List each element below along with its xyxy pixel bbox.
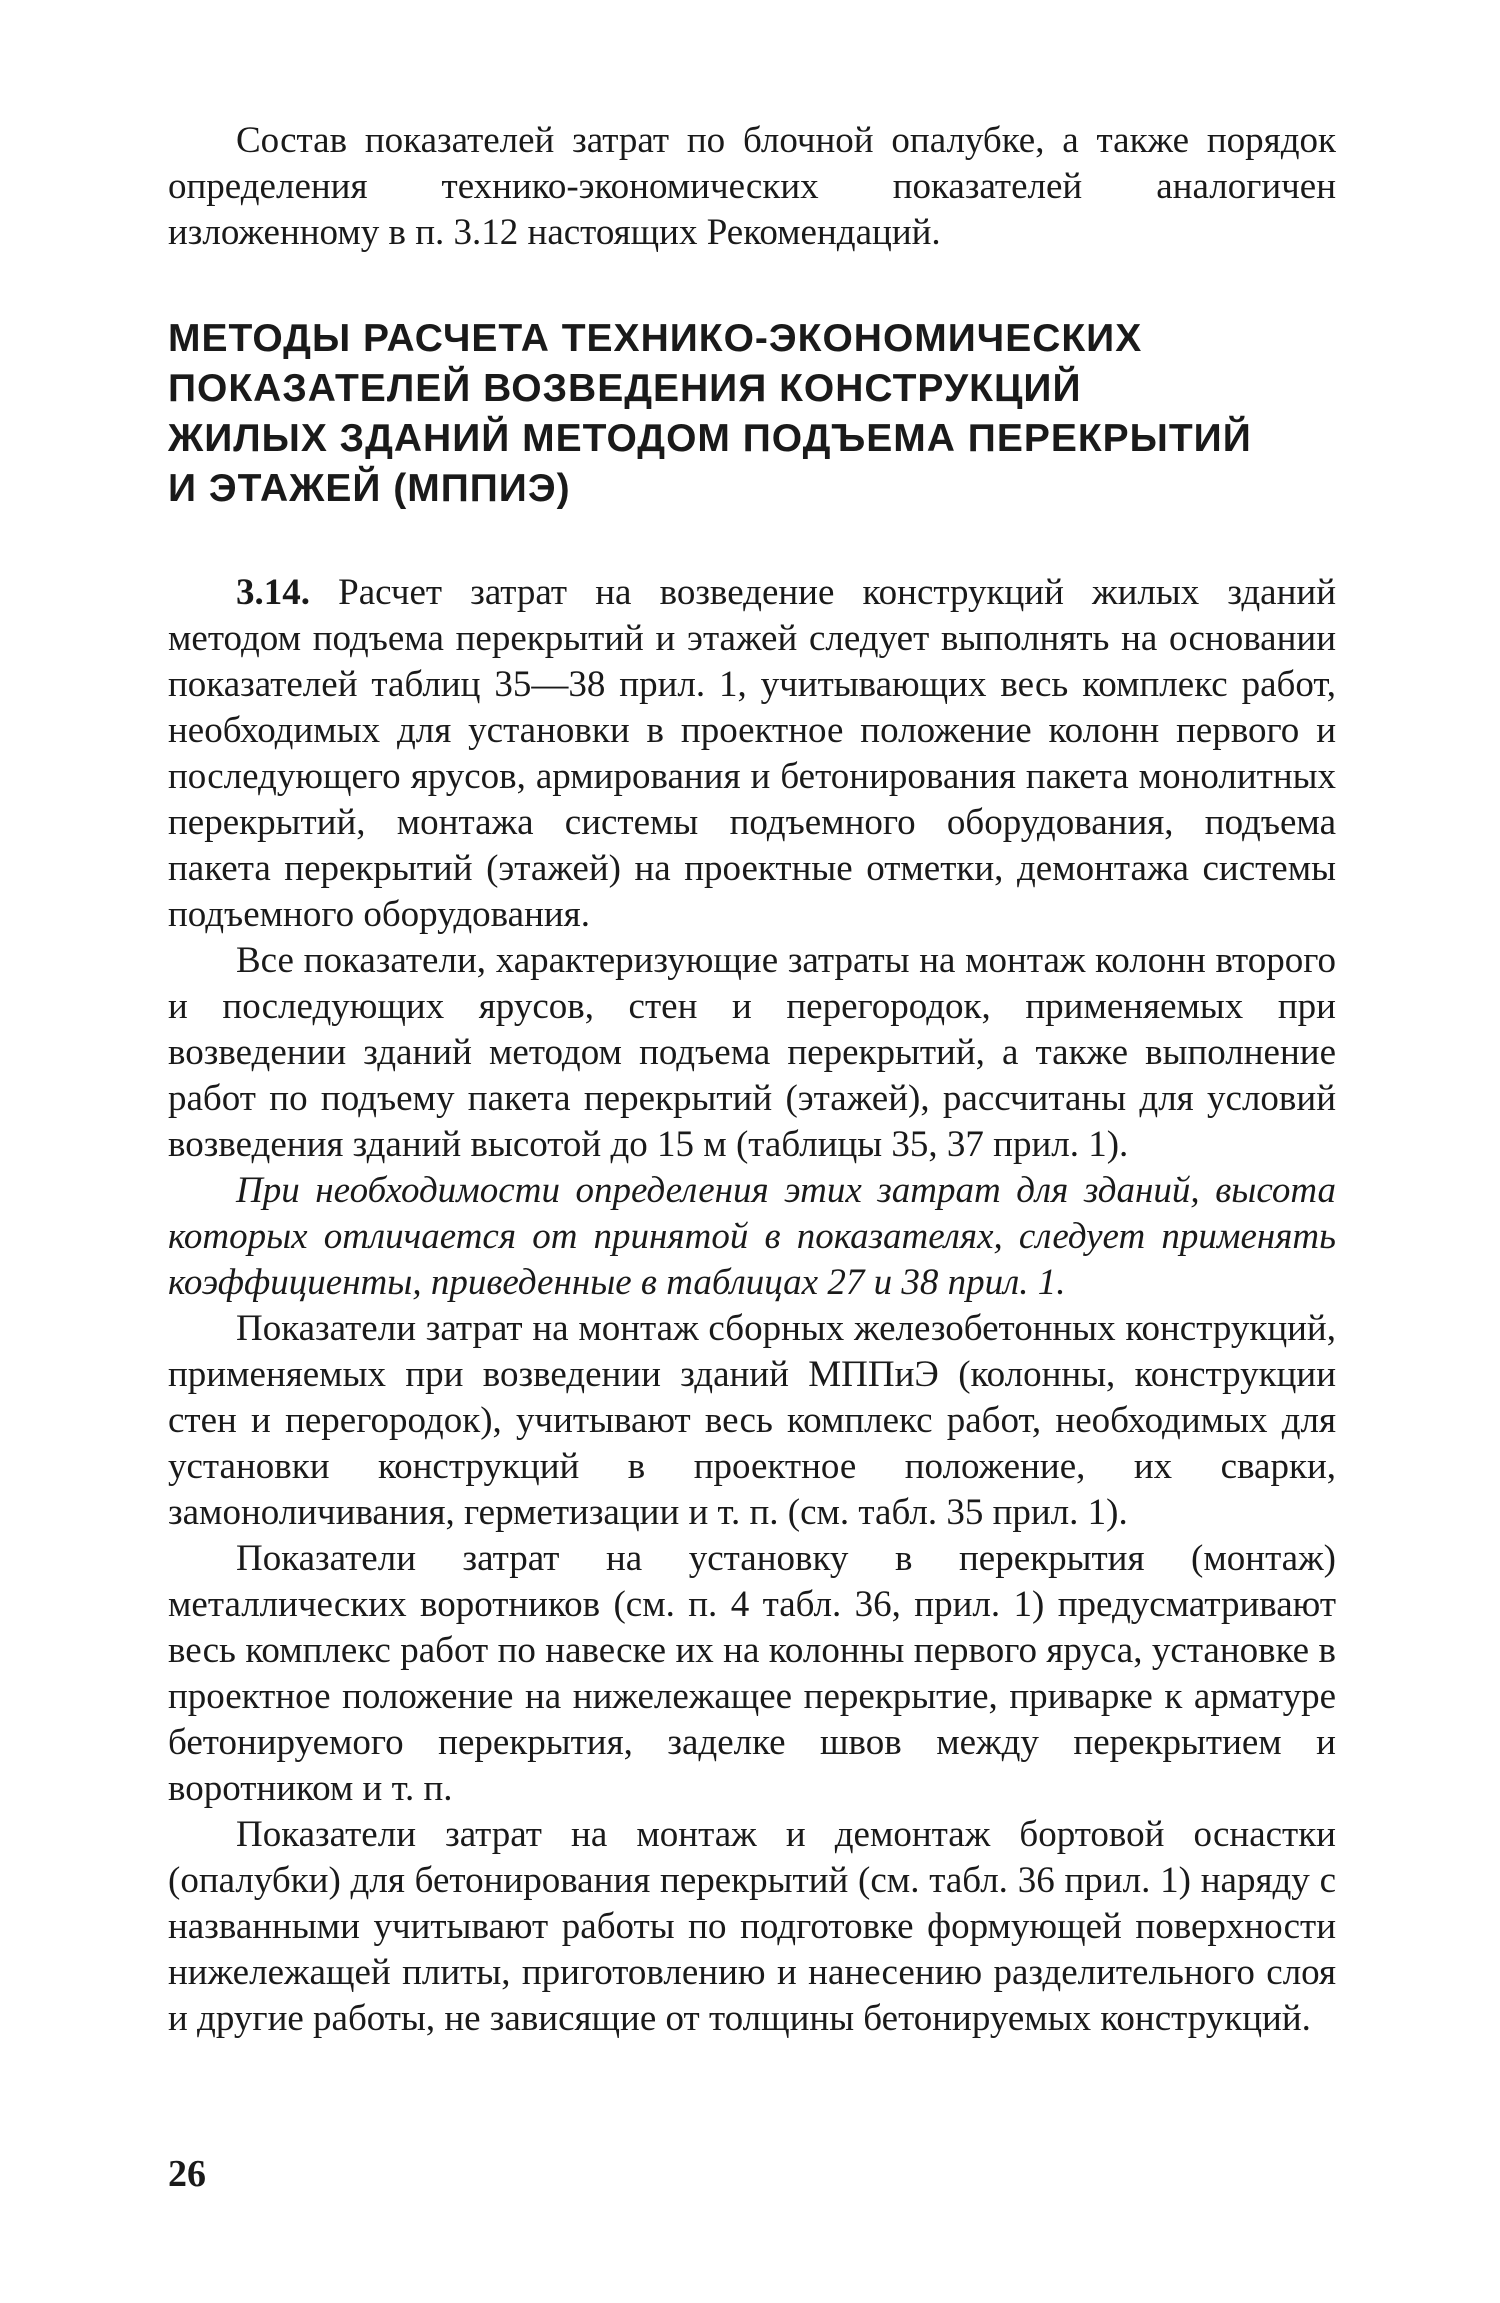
section-number: 3.14. [236,572,310,613]
body-paragraph: Показатели затрат на установку в перекрытия (монтаж) металлических воротников (см. п. 4 табл. 36, прил. 1) предусматривают весь комплекс работ по навеске их на колонны первого яруса, установке в проектное положение на нижележащее перекрытие, приварке к арматуре бетонируемого перекрытия, заделке швов между перекрытием и воротником и т. п. [168,1538,1336,1809]
body-paragraph: При необходимости определения этих затрат для зданий, высота которых отличается от принятой в показателях, следует применять коэффициенты, приведенные в таблицах 27 и 38 прил. 1. [168,1170,1336,1303]
section-heading [168,314,1336,514]
section-paragraph [168,570,1336,938]
body-paragraph: Показатели затрат на монтаж сборных железобетонных конструкций, применяемых при возведении зданий МППиЭ (колонны, конструкции стен и перегородок), учитывают весь комплекс работ, необходимых для установки конструкций в проектное положение, их сварки, замоноличивания, герметизации и т. п. (см. табл. 35 прил. 1). [168,1308,1336,1533]
body-paragraph: Показатели затрат на монтаж и демонтаж бортовой оснастки (опалубки) для бетонирования перекрытий (см. табл. 36 прил. 1) наряду с названными учитывают работы по подготовке формующей поверхности нижележащей плиты, приготовлению и нанесению разделительного слоя и другие работы, не зависящие от толщины бетонируемых конструкций. [168,1814,1336,2039]
heading-line: И ЭТАЖЕЙ (МППИЭ) [168,467,571,510]
page-body [168,118,1336,2042]
heading-line: МЕТОДЫ РАСЧЕТА ТЕХНИКО-ЭКОНОМИЧЕСКИХ [168,317,1143,360]
section-text: Расчет затрат на возведение конструкций жилых зданий методом подъема перекрытий и этажей следует выполнять на основании показателей таблиц 35—38 прил. 1, учитывающих весь комплекс работ, необходимых для установки в проектное положение колонн первого и последующего ярусов, армирования и бетонирования пакета монолитных перекрытий, монтажа системы подъемного оборудования, подъема пакета перекрытий (этажей) на проектные отметки, демонтажа системы подъемного оборудования. [168,572,1337,935]
heading-line: ЖИЛЫХ ЗДАНИЙ МЕТОДОМ ПОДЪЕМА ПЕРЕКРЫТИЙ [168,417,1252,460]
heading-line: ПОКАЗАТЕЛЕЙ ВОЗВЕДЕНИЯ КОНСТРУКЦИЙ [168,367,1082,410]
intro-paragraph: Состав показателей затрат по блочной опалубке, а также порядок определения технико-экономических показателей аналогичен изложенному в п. 3.12 настоящих Рекомендаций. [168,120,1336,253]
body-paragraph: Все показатели, характеризующие затраты на монтаж колонн второго и последующих ярусов, стен и перегородок, применяемых при возведении зданий методом подъема перекрытий, а также выполнение работ по подъему пакета перекрытий (этажей), рассчитаны для условий возведения зданий высотой до 15 м (таблицы 35, 37 прил. 1). [168,940,1336,1165]
page-number: 26 [168,2153,206,2195]
